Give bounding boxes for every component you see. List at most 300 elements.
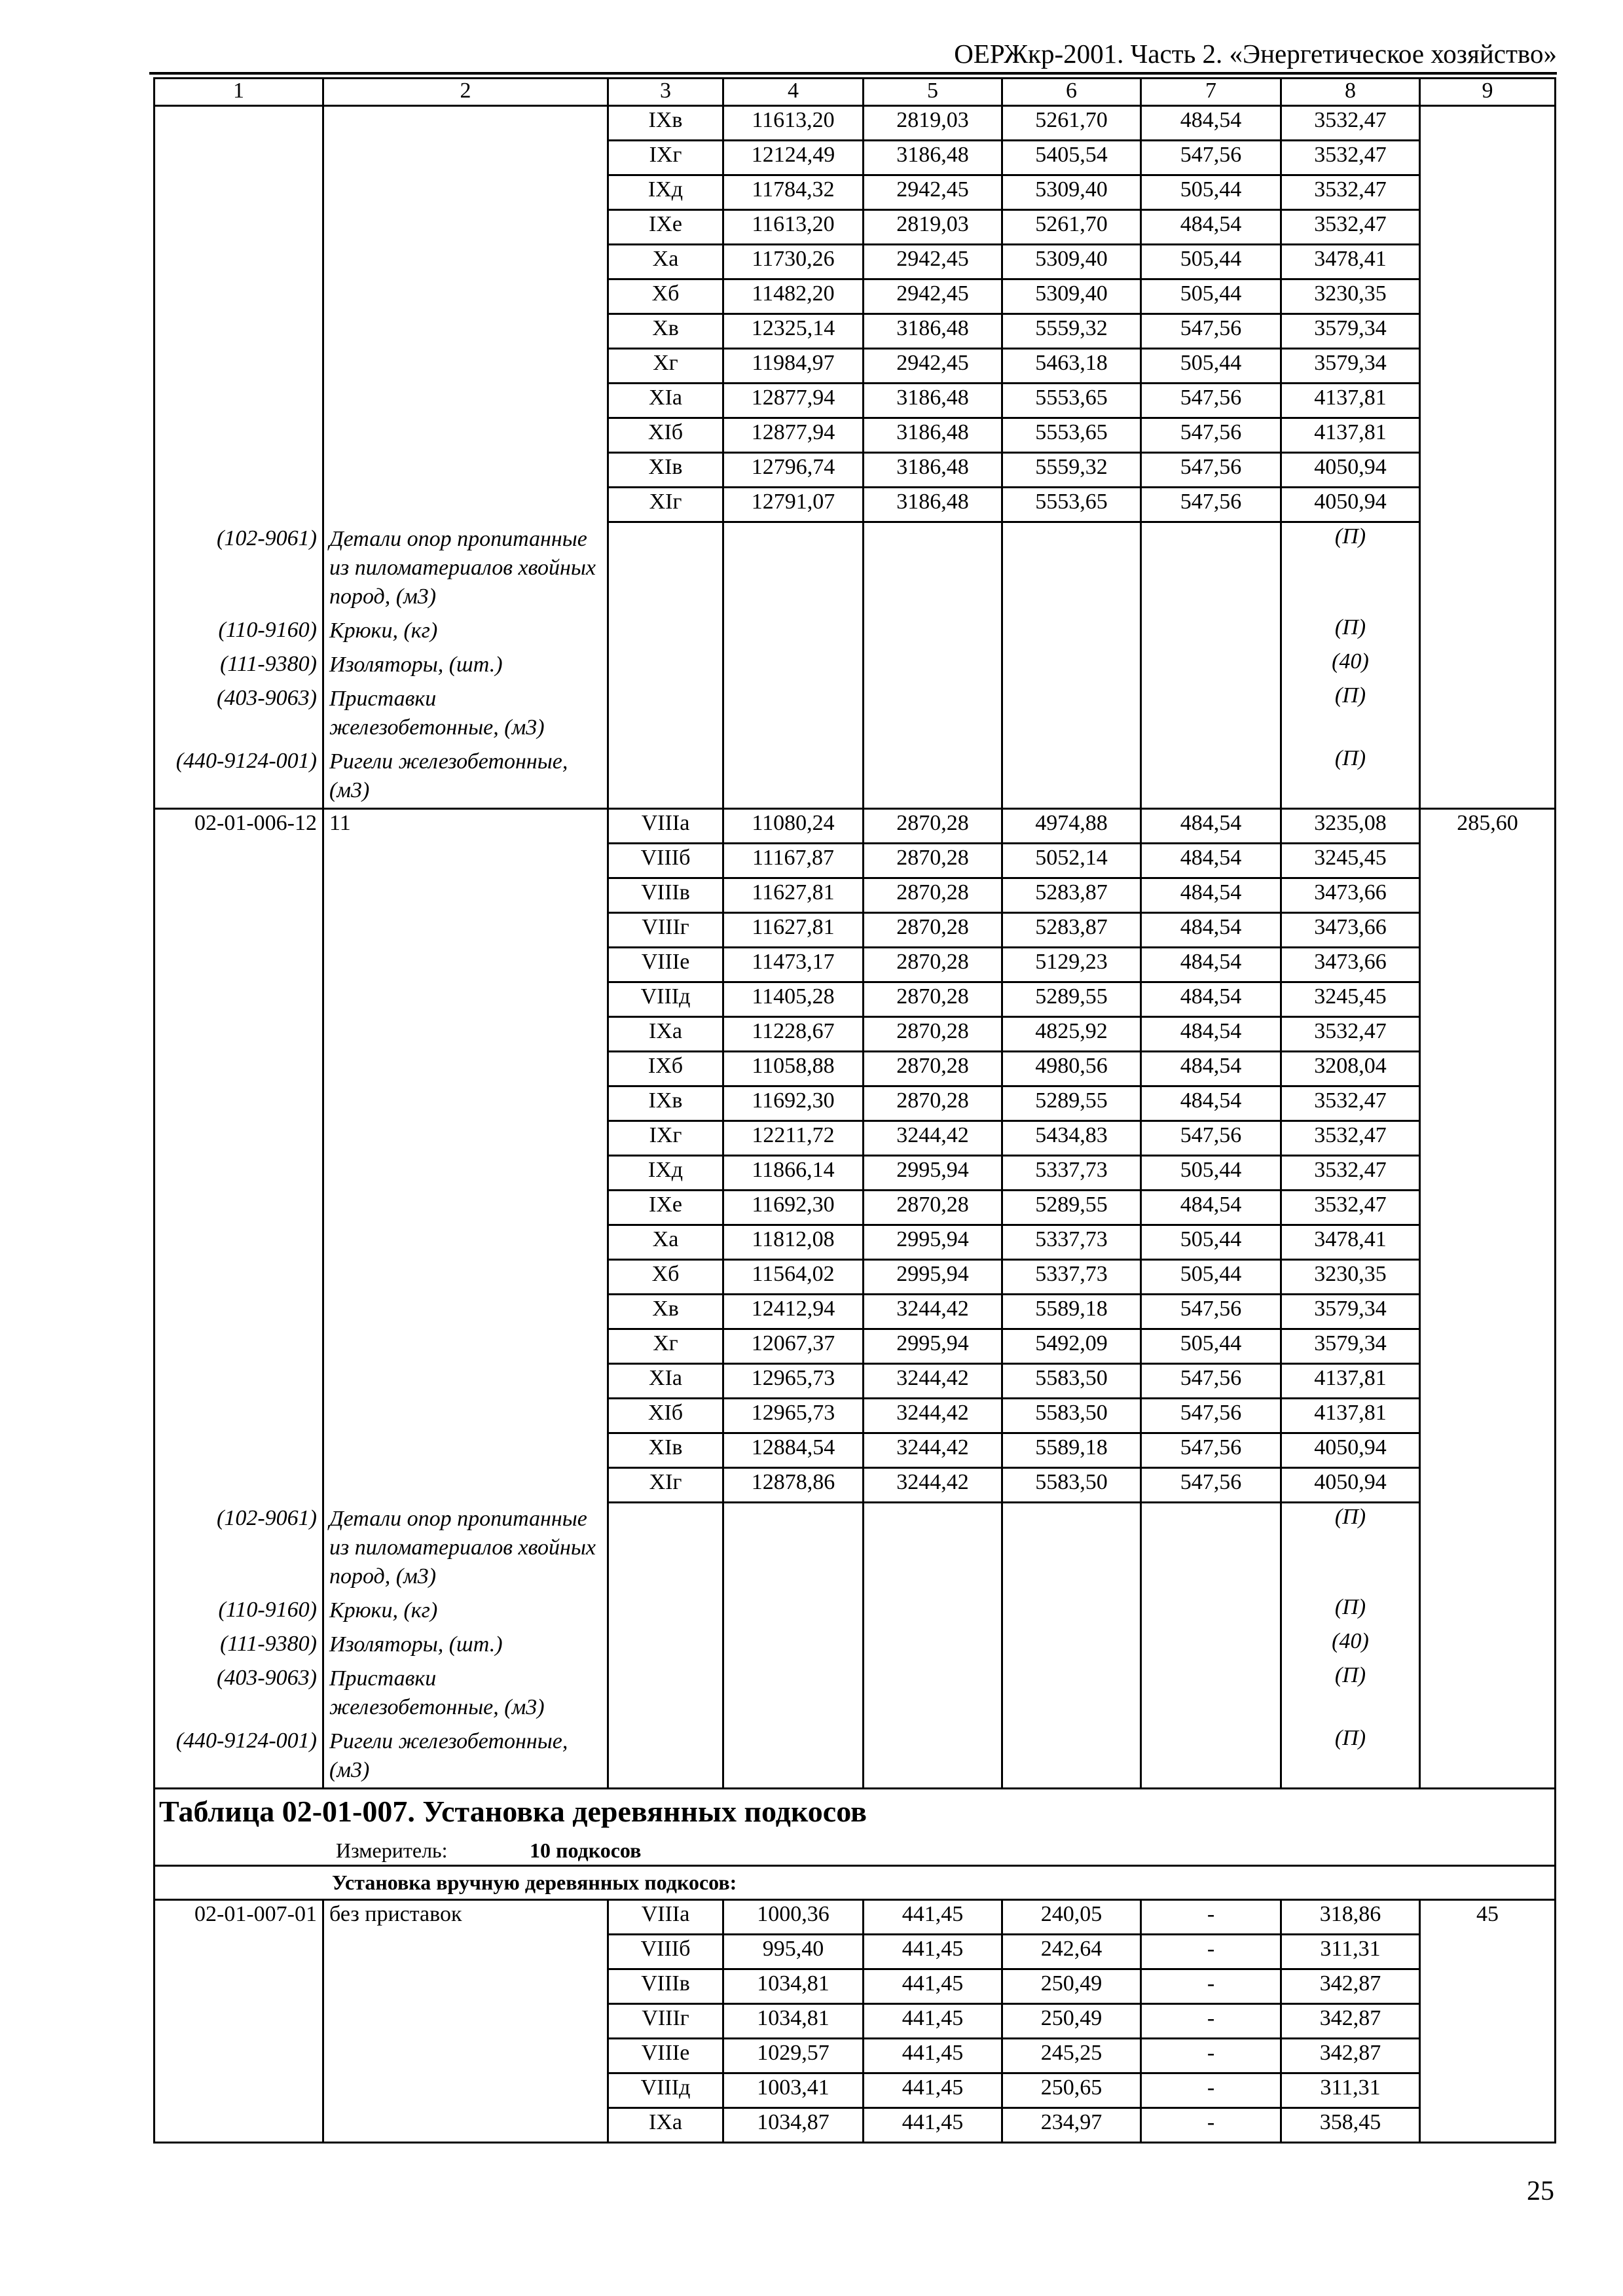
rate-row: [155, 1225, 1556, 1259]
rate-code: [155, 1121, 323, 1155]
empty-cell: [1420, 1502, 1556, 1594]
price-table: [153, 77, 1556, 2144]
unit-cell: [1420, 1363, 1556, 1398]
value-cell: 250,49: [1002, 1969, 1141, 2004]
rate-row: [155, 106, 1556, 141]
unit-cell: [1420, 106, 1556, 141]
value-cell: 5283,87: [1002, 878, 1141, 912]
value-cell: 12412,94: [723, 1294, 864, 1329]
empty-cell: [723, 1725, 864, 1789]
column-number: 4: [723, 79, 864, 106]
rate-name: [323, 1294, 608, 1329]
rate-code: [155, 878, 323, 912]
value-cell: 484,54: [1141, 1051, 1281, 1086]
value-cell: 250,49: [1002, 2004, 1141, 2039]
rate-name: [323, 1155, 608, 1190]
unit-cell: [1420, 245, 1556, 279]
value-cell: 441,45: [864, 1900, 1002, 1935]
resource-code: (440-9124-001): [155, 1725, 323, 1789]
resource-row: [155, 1594, 1556, 1628]
value-cell: 5492,09: [1002, 1329, 1141, 1363]
column-number: 2: [323, 79, 608, 106]
zone-cell: IXе: [608, 1190, 723, 1225]
empty-cell: [608, 1628, 723, 1662]
resource-name: Ригели железобетонные, (м3): [323, 745, 608, 809]
value-cell: 505,44: [1141, 1225, 1281, 1259]
zone-cell: IXг: [608, 141, 723, 175]
column-number-row: [155, 79, 1556, 106]
unit-cell: [1420, 947, 1556, 982]
rate-code: [155, 912, 323, 947]
rate-code: [155, 2108, 323, 2143]
value-cell: 4050,94: [1281, 488, 1420, 522]
rate-code: [155, 314, 323, 349]
value-cell: 3532,47: [1281, 175, 1420, 210]
rate-name: [323, 210, 608, 245]
value-cell: 3235,08: [1281, 808, 1420, 843]
value-cell: 505,44: [1141, 1329, 1281, 1363]
rate-name: [323, 1433, 608, 1467]
value-cell: 484,54: [1141, 947, 1281, 982]
rate-name: [323, 1121, 608, 1155]
value-cell: 3473,66: [1281, 912, 1420, 947]
value-cell: 1029,57: [723, 2039, 864, 2073]
empty-cell: [608, 648, 723, 682]
value-cell: 12878,86: [723, 1467, 864, 1502]
value-cell: 12877,94: [723, 384, 864, 418]
empty-cell: [864, 1594, 1002, 1628]
resource-quantity: (П): [1281, 1725, 1420, 1789]
measure-label: Измеритель:: [336, 1838, 448, 1862]
rate-row: [155, 245, 1556, 279]
value-cell: 2870,28: [864, 1190, 1002, 1225]
unit-cell: [1420, 1467, 1556, 1502]
rate-code: [155, 1016, 323, 1051]
rate-row: [155, 1433, 1556, 1467]
zone-cell: IXд: [608, 175, 723, 210]
value-cell: 5283,87: [1002, 912, 1141, 947]
empty-cell: [864, 614, 1002, 648]
empty-cell: [1141, 648, 1281, 682]
empty-cell: [723, 1662, 864, 1725]
value-cell: 3244,42: [864, 1121, 1002, 1155]
empty-cell: [608, 682, 723, 745]
rate-name: [323, 2039, 608, 2073]
value-cell: 342,87: [1281, 2039, 1420, 2073]
column-number: 3: [608, 79, 723, 106]
value-cell: 3478,41: [1281, 1225, 1420, 1259]
value-cell: 5309,40: [1002, 175, 1141, 210]
resource-code: (102-9061): [155, 522, 323, 614]
column-number: 1: [155, 79, 323, 106]
empty-cell: [723, 614, 864, 648]
zone-cell: IXв: [608, 1086, 723, 1121]
rate-code: [155, 1363, 323, 1398]
table-title: Таблица 02-01-007. Установка деревянных подкосов: [155, 1789, 1556, 1836]
page-number: 25: [1527, 2176, 1554, 2206]
value-cell: 3208,04: [1281, 1051, 1420, 1086]
zone-cell: XIа: [608, 1363, 723, 1398]
rate-name: [323, 947, 608, 982]
unit-cell: [1420, 1969, 1556, 2004]
empty-cell: [1141, 522, 1281, 614]
rate-code: [155, 175, 323, 210]
resource-row: [155, 648, 1556, 682]
value-cell: 505,44: [1141, 245, 1281, 279]
empty-cell: [1002, 745, 1141, 809]
column-number: 6: [1002, 79, 1141, 106]
rate-row: [155, 912, 1556, 947]
rate-row: [155, 1016, 1556, 1051]
rate-name: [323, 1051, 608, 1086]
resource-name: Приставки железобетонные, (м3): [323, 1662, 608, 1725]
rate-row: [155, 210, 1556, 245]
zone-cell: Xг: [608, 1329, 723, 1363]
value-cell: 1034,87: [723, 2108, 864, 2143]
empty-cell: [608, 614, 723, 648]
rate-row: [155, 2004, 1556, 2039]
rate-name: [323, 2108, 608, 2143]
empty-cell: [608, 522, 723, 614]
rate-row: [155, 279, 1556, 314]
value-cell: 3532,47: [1281, 106, 1420, 141]
value-cell: 3186,48: [864, 453, 1002, 488]
value-cell: 3245,45: [1281, 982, 1420, 1016]
zone-cell: IXа: [608, 1016, 723, 1051]
value-cell: 4137,81: [1281, 1363, 1420, 1398]
resource-row: [155, 1662, 1556, 1725]
rate-code: [155, 1329, 323, 1363]
empty-cell: [1002, 614, 1141, 648]
value-cell: 3230,35: [1281, 279, 1420, 314]
value-cell: -: [1141, 1900, 1281, 1935]
resource-code: (102-9061): [155, 1502, 323, 1594]
zone-cell: VIIIб: [608, 843, 723, 878]
unit-cell: [1420, 2039, 1556, 2073]
zone-cell: VIIIе: [608, 947, 723, 982]
value-cell: 12791,07: [723, 488, 864, 522]
rate-name: [323, 912, 608, 947]
rate-code: [155, 1259, 323, 1294]
value-cell: 1003,41: [723, 2073, 864, 2108]
rate-row: [155, 384, 1556, 418]
zone-cell: IXд: [608, 1155, 723, 1190]
value-cell: 484,54: [1141, 982, 1281, 1016]
value-cell: 358,45: [1281, 2108, 1420, 2143]
resource-code: (110-9160): [155, 1594, 323, 1628]
resource-quantity: (П): [1281, 1594, 1420, 1628]
rate-name: [323, 1086, 608, 1121]
value-cell: 484,54: [1141, 106, 1281, 141]
rate-code: 02-01-007-01: [155, 1900, 323, 1935]
resource-name: Приставки железобетонные, (м3): [323, 682, 608, 745]
resource-row: [155, 522, 1556, 614]
value-cell: -: [1141, 2073, 1281, 2108]
value-cell: 11866,14: [723, 1155, 864, 1190]
empty-cell: [1141, 1725, 1281, 1789]
value-cell: 12877,94: [723, 418, 864, 453]
resource-name: Изоляторы, (шт.): [323, 1628, 608, 1662]
value-cell: 5289,55: [1002, 982, 1141, 1016]
empty-cell: [1420, 614, 1556, 648]
zone-cell: VIIIв: [608, 1969, 723, 2004]
rate-code: 02-01-006-12: [155, 808, 323, 843]
value-cell: 11058,88: [723, 1051, 864, 1086]
zone-cell: Xв: [608, 314, 723, 349]
empty-cell: [1141, 1502, 1281, 1594]
rate-code: [155, 1086, 323, 1121]
column-number: 7: [1141, 79, 1281, 106]
empty-cell: [1420, 682, 1556, 745]
rate-code: [155, 418, 323, 453]
unit-cell: [1420, 1190, 1556, 1225]
rate-code: [155, 947, 323, 982]
value-cell: 3579,34: [1281, 314, 1420, 349]
rate-row: [155, 1190, 1556, 1225]
empty-cell: [864, 745, 1002, 809]
empty-cell: [608, 1662, 723, 1725]
value-cell: 5583,50: [1002, 1467, 1141, 1502]
value-cell: 484,54: [1141, 808, 1281, 843]
value-cell: 441,45: [864, 1935, 1002, 1969]
running-header: ОЕРЖкр-2001. Часть 2. «Энергетическое хозяйство»: [954, 39, 1557, 69]
rate-row: [155, 982, 1556, 1016]
zone-cell: Xг: [608, 349, 723, 384]
value-cell: 5337,73: [1002, 1225, 1141, 1259]
column-number: 9: [1420, 79, 1556, 106]
zone-cell: Xб: [608, 1259, 723, 1294]
zone-cell: VIIIа: [608, 808, 723, 843]
value-cell: 5309,40: [1002, 245, 1141, 279]
unit-cell: [1420, 141, 1556, 175]
subtitle-row: [155, 1866, 1556, 1900]
value-cell: 5589,18: [1002, 1294, 1141, 1329]
value-cell: 5289,55: [1002, 1190, 1141, 1225]
value-cell: 3186,48: [864, 314, 1002, 349]
value-cell: 4974,88: [1002, 808, 1141, 843]
unit-cell: [1420, 1121, 1556, 1155]
empty-cell: [1002, 1662, 1141, 1725]
value-cell: 3244,42: [864, 1467, 1002, 1502]
empty-cell: [1141, 745, 1281, 809]
measure-value: 10 подкосов: [530, 1838, 642, 1862]
value-cell: 505,44: [1141, 1259, 1281, 1294]
rate-name: [323, 349, 608, 384]
rate-row: [155, 1900, 1556, 1935]
value-cell: 5463,18: [1002, 349, 1141, 384]
unit-cell: [1420, 384, 1556, 418]
value-cell: 11167,87: [723, 843, 864, 878]
resource-code: (110-9160): [155, 614, 323, 648]
rate-name: [323, 1935, 608, 1969]
value-cell: 5309,40: [1002, 279, 1141, 314]
rate-code: [155, 1294, 323, 1329]
value-cell: 242,64: [1002, 1935, 1141, 1969]
unit-cell: 45: [1420, 1900, 1556, 1935]
value-cell: 3186,48: [864, 418, 1002, 453]
rate-row: [155, 1051, 1556, 1086]
empty-cell: [1002, 1502, 1141, 1594]
unit-cell: [1420, 843, 1556, 878]
rate-code: [155, 982, 323, 1016]
value-cell: 3186,48: [864, 384, 1002, 418]
unit-cell: [1420, 1016, 1556, 1051]
rate-row: [155, 175, 1556, 210]
value-cell: 484,54: [1141, 1086, 1281, 1121]
empty-cell: [864, 1662, 1002, 1725]
zone-cell: IXа: [608, 2108, 723, 2143]
value-cell: 11613,20: [723, 210, 864, 245]
empty-cell: [1002, 522, 1141, 614]
value-cell: 3532,47: [1281, 210, 1420, 245]
value-cell: 11984,97: [723, 349, 864, 384]
empty-cell: [864, 1725, 1002, 1789]
zone-cell: Xв: [608, 1294, 723, 1329]
value-cell: 234,97: [1002, 2108, 1141, 2143]
table-body: [155, 79, 1556, 2143]
value-cell: 3244,42: [864, 1363, 1002, 1398]
unit-cell: [1420, 982, 1556, 1016]
value-cell: 484,54: [1141, 210, 1281, 245]
rate-code: [155, 106, 323, 141]
unit-cell: [1420, 1051, 1556, 1086]
value-cell: 11473,17: [723, 947, 864, 982]
value-cell: 3473,66: [1281, 878, 1420, 912]
rate-code: [155, 1969, 323, 2004]
measure-row: [155, 1836, 1556, 1866]
value-cell: 2942,45: [864, 279, 1002, 314]
value-cell: 12965,73: [723, 1398, 864, 1433]
value-cell: 484,54: [1141, 843, 1281, 878]
section-subtitle: Установка вручную деревянных подкосов:: [155, 1866, 1556, 1900]
zone-cell: Xа: [608, 245, 723, 279]
empty-cell: [1141, 614, 1281, 648]
value-cell: 5559,32: [1002, 314, 1141, 349]
zone-cell: XIг: [608, 1467, 723, 1502]
value-cell: 547,56: [1141, 453, 1281, 488]
value-cell: 3532,47: [1281, 141, 1420, 175]
zone-cell: XIг: [608, 488, 723, 522]
rate-row: [155, 1086, 1556, 1121]
rate-row: [155, 1398, 1556, 1433]
value-cell: 3473,66: [1281, 947, 1420, 982]
resource-row: [155, 614, 1556, 648]
value-cell: 3244,42: [864, 1433, 1002, 1467]
unit-cell: [1420, 1935, 1556, 1969]
value-cell: 4980,56: [1002, 1051, 1141, 1086]
empty-cell: [608, 1594, 723, 1628]
zone-cell: VIIIд: [608, 982, 723, 1016]
value-cell: 342,87: [1281, 1969, 1420, 2004]
value-cell: 547,56: [1141, 384, 1281, 418]
rate-code: [155, 1190, 323, 1225]
rate-row: [155, 2108, 1556, 2143]
empty-cell: [1002, 682, 1141, 745]
value-cell: 11627,81: [723, 878, 864, 912]
rate-code: [155, 245, 323, 279]
value-cell: 484,54: [1141, 1016, 1281, 1051]
rate-code: [155, 1467, 323, 1502]
value-cell: 2870,28: [864, 1016, 1002, 1051]
value-cell: 3532,47: [1281, 1121, 1420, 1155]
empty-cell: [1002, 1628, 1141, 1662]
resource-row: [155, 745, 1556, 809]
rate-name: [323, 279, 608, 314]
unit-cell: [1420, 1433, 1556, 1467]
zone-cell: XIв: [608, 453, 723, 488]
value-cell: 3579,34: [1281, 349, 1420, 384]
rate-code: [155, 1155, 323, 1190]
value-cell: 1000,36: [723, 1900, 864, 1935]
value-cell: 311,31: [1281, 1935, 1420, 1969]
value-cell: 547,56: [1141, 1398, 1281, 1433]
value-cell: 250,65: [1002, 2073, 1141, 2108]
rate-name: [323, 1398, 608, 1433]
value-cell: 484,54: [1141, 1190, 1281, 1225]
rate-row: [155, 453, 1556, 488]
value-cell: 484,54: [1141, 878, 1281, 912]
zone-cell: IXг: [608, 1121, 723, 1155]
rate-code: [155, 384, 323, 418]
rate-name: [323, 384, 608, 418]
column-number: 5: [864, 79, 1002, 106]
value-cell: 2870,28: [864, 808, 1002, 843]
value-cell: -: [1141, 1969, 1281, 2004]
rate-code: [155, 141, 323, 175]
value-cell: 12796,74: [723, 453, 864, 488]
empty-cell: [1420, 1594, 1556, 1628]
value-cell: 505,44: [1141, 175, 1281, 210]
value-cell: 342,87: [1281, 2004, 1420, 2039]
value-cell: 12124,49: [723, 141, 864, 175]
rate-row: [155, 2073, 1556, 2108]
value-cell: 4825,92: [1002, 1016, 1141, 1051]
value-cell: 2995,94: [864, 1225, 1002, 1259]
value-cell: 441,45: [864, 2039, 1002, 2073]
value-cell: 3532,47: [1281, 1155, 1420, 1190]
rate-row: [155, 843, 1556, 878]
unit-cell: [1420, 1155, 1556, 1190]
value-cell: -: [1141, 1935, 1281, 1969]
rate-code: [155, 1433, 323, 1467]
value-cell: 484,54: [1141, 912, 1281, 947]
value-cell: 5261,70: [1002, 106, 1141, 141]
resource-quantity: (П): [1281, 1662, 1420, 1725]
rate-row: [155, 314, 1556, 349]
value-cell: 505,44: [1141, 279, 1281, 314]
rate-name: [323, 1259, 608, 1294]
value-cell: 547,56: [1141, 1467, 1281, 1502]
resource-code: (403-9063): [155, 1662, 323, 1725]
resource-code: (111-9380): [155, 648, 323, 682]
value-cell: 12965,73: [723, 1363, 864, 1398]
rate-code: [155, 1398, 323, 1433]
value-cell: 311,31: [1281, 2073, 1420, 2108]
empty-cell: [1002, 1725, 1141, 1789]
empty-cell: [1420, 1628, 1556, 1662]
rate-name: [323, 453, 608, 488]
value-cell: 5434,83: [1002, 1121, 1141, 1155]
table-title-row: [155, 1789, 1556, 1836]
zone-cell: Xа: [608, 1225, 723, 1259]
value-cell: 11613,20: [723, 106, 864, 141]
value-cell: 441,45: [864, 2073, 1002, 2108]
unit-cell: [1420, 878, 1556, 912]
value-cell: 2819,03: [864, 106, 1002, 141]
empty-cell: [1002, 1594, 1141, 1628]
unit-cell: [1420, 488, 1556, 522]
value-cell: 5405,54: [1002, 141, 1141, 175]
